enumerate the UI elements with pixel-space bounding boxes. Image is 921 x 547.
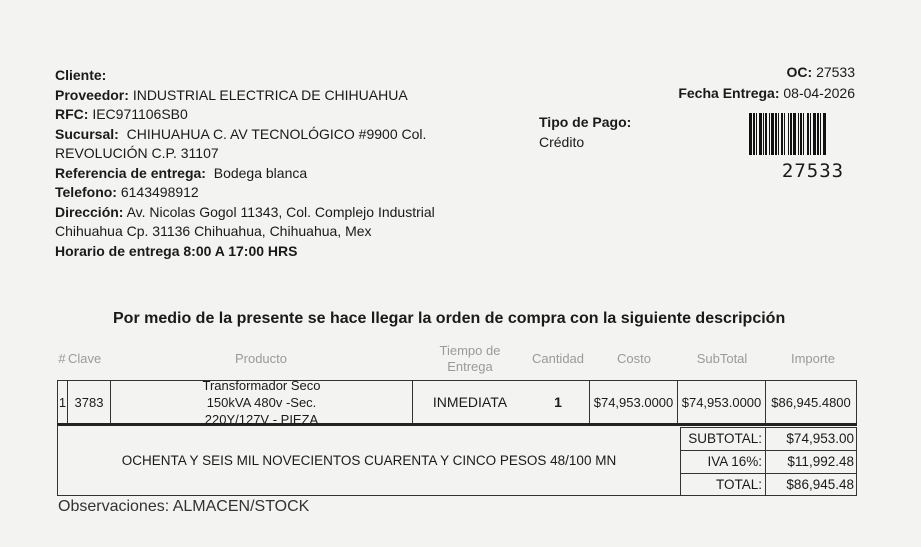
row-costo: $74,953.0000	[593, 394, 674, 410]
row-importe: $86,945.4800	[771, 394, 851, 410]
table-header	[57, 338, 857, 380]
header-num: #	[58, 351, 66, 366]
proveedor-label: Proveedor:	[55, 86, 129, 103]
rfc-label: RFC:	[55, 106, 89, 122]
totals-section	[57, 425, 857, 496]
iva-value: $11,992.48	[767, 451, 857, 473]
rfc-value: IEC971106SB0	[92, 106, 188, 122]
subtotal-value: $74,953.00	[767, 428, 857, 450]
telefono-value: 6143498912	[120, 184, 199, 200]
proveedor-value: INDUSTRIAL ELECTRICA DE CHIHUAHUA	[132, 86, 408, 103]
oc-label: OC:	[786, 64, 813, 80]
row-subtotal: $74,953.0000	[681, 394, 762, 410]
amount-in-words: OCHENTA Y SEIS MIL NOVECIENTOS CUARENTA Y CINCO PESOS 48/100 MN	[57, 425, 680, 495]
header-subtotal: SubTotal	[696, 351, 748, 366]
barcode-icon	[749, 113, 875, 155]
header-producto: Producto	[234, 351, 288, 366]
header-tiempo: Tiempo de Entrega	[439, 343, 501, 374]
order-info	[678, 62, 855, 104]
pago-label: Tipo de Pago:	[539, 114, 632, 130]
total-row	[680, 473, 857, 496]
table-row	[57, 377, 857, 427]
subtotal-row	[680, 427, 857, 450]
pago-value: Crédito	[539, 134, 585, 150]
observaciones: Observaciones: ALMACEN/STOCK	[58, 498, 310, 515]
direccion-line1: Av. Nicolas Gogol 11343, Col. Complejo Industrial	[126, 203, 435, 220]
payment-info	[539, 112, 631, 152]
row-num: 1	[58, 394, 67, 410]
fecha-value: 08-04-2026	[783, 85, 855, 101]
iva-label: IVA 16%:	[680, 451, 766, 473]
fecha-label: Fecha Entrega:	[678, 85, 780, 101]
header-importe: Importe	[790, 351, 836, 366]
provider-info	[55, 66, 435, 261]
header-clave: Clave	[68, 351, 102, 366]
sucursal-label: Sucursal:	[55, 125, 119, 142]
row-tiempo: INMEDIATA	[432, 393, 508, 410]
referencia-label: Referencia de entrega:	[55, 164, 206, 181]
telefono-label: Telefono:	[55, 184, 117, 200]
direccion-line2: Chihuahua Cp. 31136 Chihuahua, Chihuahua, Mex	[55, 223, 372, 239]
row-cantidad: 1	[554, 393, 562, 410]
referencia-value: Bodega blanca	[213, 164, 308, 181]
row-clave: 3783	[74, 394, 104, 410]
header-cantidad: Cantidad	[531, 351, 585, 366]
oc-value: 27533	[816, 64, 855, 80]
row-producto: Transformador Seco 150kVA 480v -Sec. 220Y/127V - PIEZA	[202, 377, 321, 427]
iva-row	[680, 450, 857, 473]
direccion-label: Dirección:	[55, 203, 124, 220]
cliente-label: Cliente:	[55, 67, 107, 83]
total-value: $86,945.48	[767, 474, 857, 496]
total-label: TOTAL:	[680, 474, 766, 496]
sucursal-line1: CHIHUAHUA C. AV TECNOLÓGICO #9900 Col.	[126, 125, 427, 142]
intro-text: Por medio de la presente se hace llegar la orden de compra con la siguiente descripción	[113, 310, 786, 327]
sucursal-line2: REVOLUCIÓN C.P. 31107	[55, 145, 219, 161]
subtotal-label: SUBTOTAL:	[680, 428, 766, 450]
horario-entrega: Horario de entrega 8:00 A 17:00 HRS	[55, 242, 298, 259]
header-costo: Costo	[617, 351, 651, 366]
barcode-number: 27533	[781, 160, 845, 182]
